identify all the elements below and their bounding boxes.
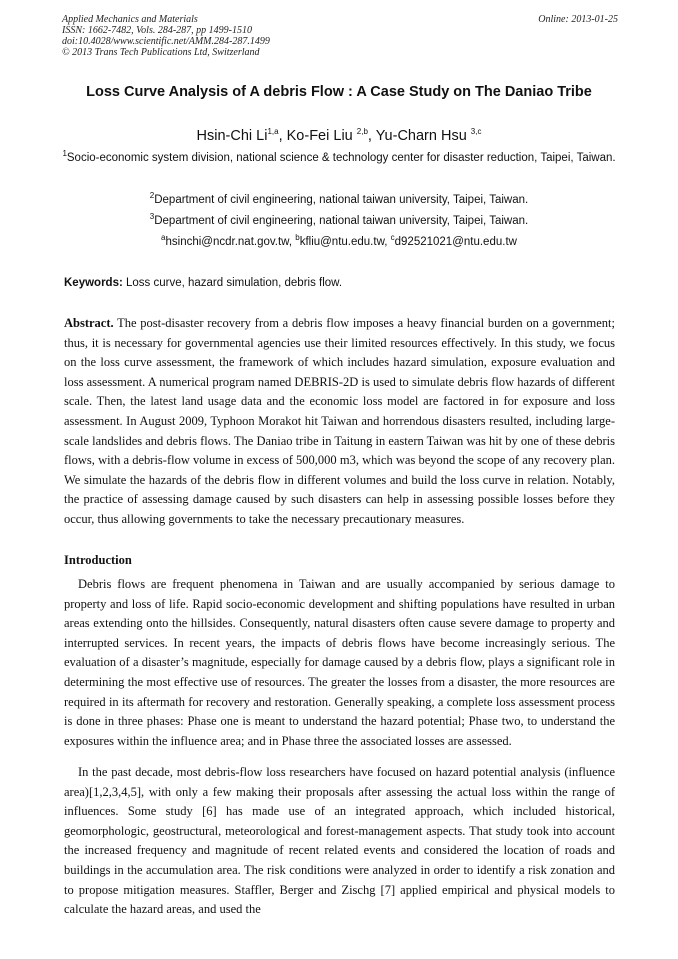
author-name: Hsin-Chi Li — [196, 128, 268, 144]
email-link[interactable]: kfliu@ntu.edu.tw, — [299, 236, 391, 248]
email-link[interactable]: d92521021@ntu.edu.tw — [394, 236, 517, 248]
email-link[interactable]: hsinchi@ncdr.nat.gov.tw, — [165, 236, 296, 248]
abstract-text: The post-disaster recovery from a debris flow imposes a heavy financial burden on a government; thus, it is necessary for governmental agencies use their limited resources effectively. In this study, we focus on the loss curve assessment, the framework of which includes hazard simulation, exposure evaluation and loss assessment. A numerical program named DEBRIS-2D is used to simulate debris flow hazards of different scale. Then, the latest land usage data and the economic loss model are factored in for exposure and loss assessment. In August 2009, Typhoon Morakot hit Taiwan and horrendous disasters resulted, including large-scale landslides and debris flows. The Daniao tribe in Taitung in eastern Taiwan was hit by one of these debris flows, with a debris-flow volume in excess of 500,000 m3, which was beyond the scope of any recovery plan. We simulate the hazards of the debris flow in different volumes and build the loss curve in relation. Notably, the practice of assessing damage caused by such disasters can help in assessing possible losses before they occur, thus allowing governments to take the necessary precautionary measures. — [64, 316, 615, 526]
affiliation-2 — [62, 190, 616, 211]
affil-text: Department of civil engineering, national taiwan university, Taipei, Taiwan. — [154, 215, 529, 227]
journal-name: Applied Mechanics and Materials — [62, 14, 198, 25]
author-emails — [62, 232, 616, 253]
email-mark: c — [390, 233, 395, 243]
issn-line: ISSN: 1662-7482, Vols. 284-287, pp 1499-1510 — [62, 25, 252, 36]
copyright-line: © 2013 Trans Tech Publications Ltd, Switzerland — [62, 47, 260, 58]
keywords-text: Loss curve, hazard simulation, debris flow. — [122, 277, 343, 289]
affil-mark: 1 — [62, 149, 67, 159]
affil-mark: 2 — [149, 191, 155, 201]
author-affil-mark: 2,b — [356, 127, 368, 137]
keywords-label: Keywords: — [64, 277, 123, 289]
journal-header — [62, 14, 618, 58]
author-separator: , — [278, 128, 287, 144]
section-heading-introduction: Introduction — [64, 553, 132, 567]
paper-title: Loss Curve Analysis of A debris Flow : A Case Study on The Daniao Tribe — [86, 84, 592, 100]
email-mark: b — [295, 233, 300, 243]
affil-text: Socio-economic system division, national science & technology center for disaster reduction, Taipei, Taiwan. — [66, 152, 616, 164]
abstract — [64, 314, 615, 530]
email-mark: a — [161, 233, 166, 243]
affiliation-1 — [62, 148, 616, 169]
intro-paragraph-2: In the past decade, most debris-flow loss researchers have focused on hazard potential analysis (influence area)[1,2,3,4,5], with only a few making their proposals after assessing the actual loss within the range of influences. Some study [6] has made use of an integrated approach, which included historical, geomorphologic, geostructural, meteorological and forest-management aspects. That study took into account the increased frequency and magnitude of recent related events and considered the location of roads and buildings in the accumulation area. The risk conditions were analyzed in order to identify a risk zonation and to propose mitigation measures. Staffler, Berger and Zischg [7] applied empirical and physical models to calculate the hazard areas, and used the — [64, 765, 615, 917]
affil-mark: 3 — [149, 212, 155, 222]
affiliation-3 — [62, 211, 616, 232]
keywords — [64, 275, 616, 291]
author-affil-mark: 1,a — [267, 127, 279, 137]
intro-paragraph-1: Debris flows are frequent phenomena in Taiwan and are usually accompanied by serious damage to property and loss of life. Rapid socio-economic development and shifting populations have resulted in urban areas extending onto the hillsides. Consequently, natural disasters often cause severe damage to property and interrupted services. In recent years, the impacts of debris flows have become increasingly serious. The evaluation of a disaster’s magnitude, especially for damage caused by a debris flow, plays a significant role in determining the most effective use of resources. The greater the losses from a disaster, the more resources are required in its aftermath for recovery and restoration. Generally speaking, a complete loss assessment process is done in three phases: Phase one is meant to understand the hazard potential; Phase two, to understand the exposures within the influence area; and in Phase three the associated losses are assessed. — [64, 577, 615, 748]
author-name: Yu-Charn Hsu — [375, 128, 471, 144]
online-date: Online: 2013-01-25 — [538, 14, 618, 25]
abstract-label: Abstract. — [64, 316, 114, 330]
author-name: Ko-Fei Liu — [286, 128, 357, 144]
author-affil-mark: 3,c — [470, 127, 482, 137]
author-list — [62, 127, 616, 145]
author-separator: , — [367, 128, 376, 144]
affil-text: Department of civil engineering, national taiwan university, Taipei, Taiwan. — [154, 194, 529, 206]
doi-line[interactable]: doi:10.4028/www.scientific.net/AMM.284-287.1499 — [62, 36, 270, 47]
